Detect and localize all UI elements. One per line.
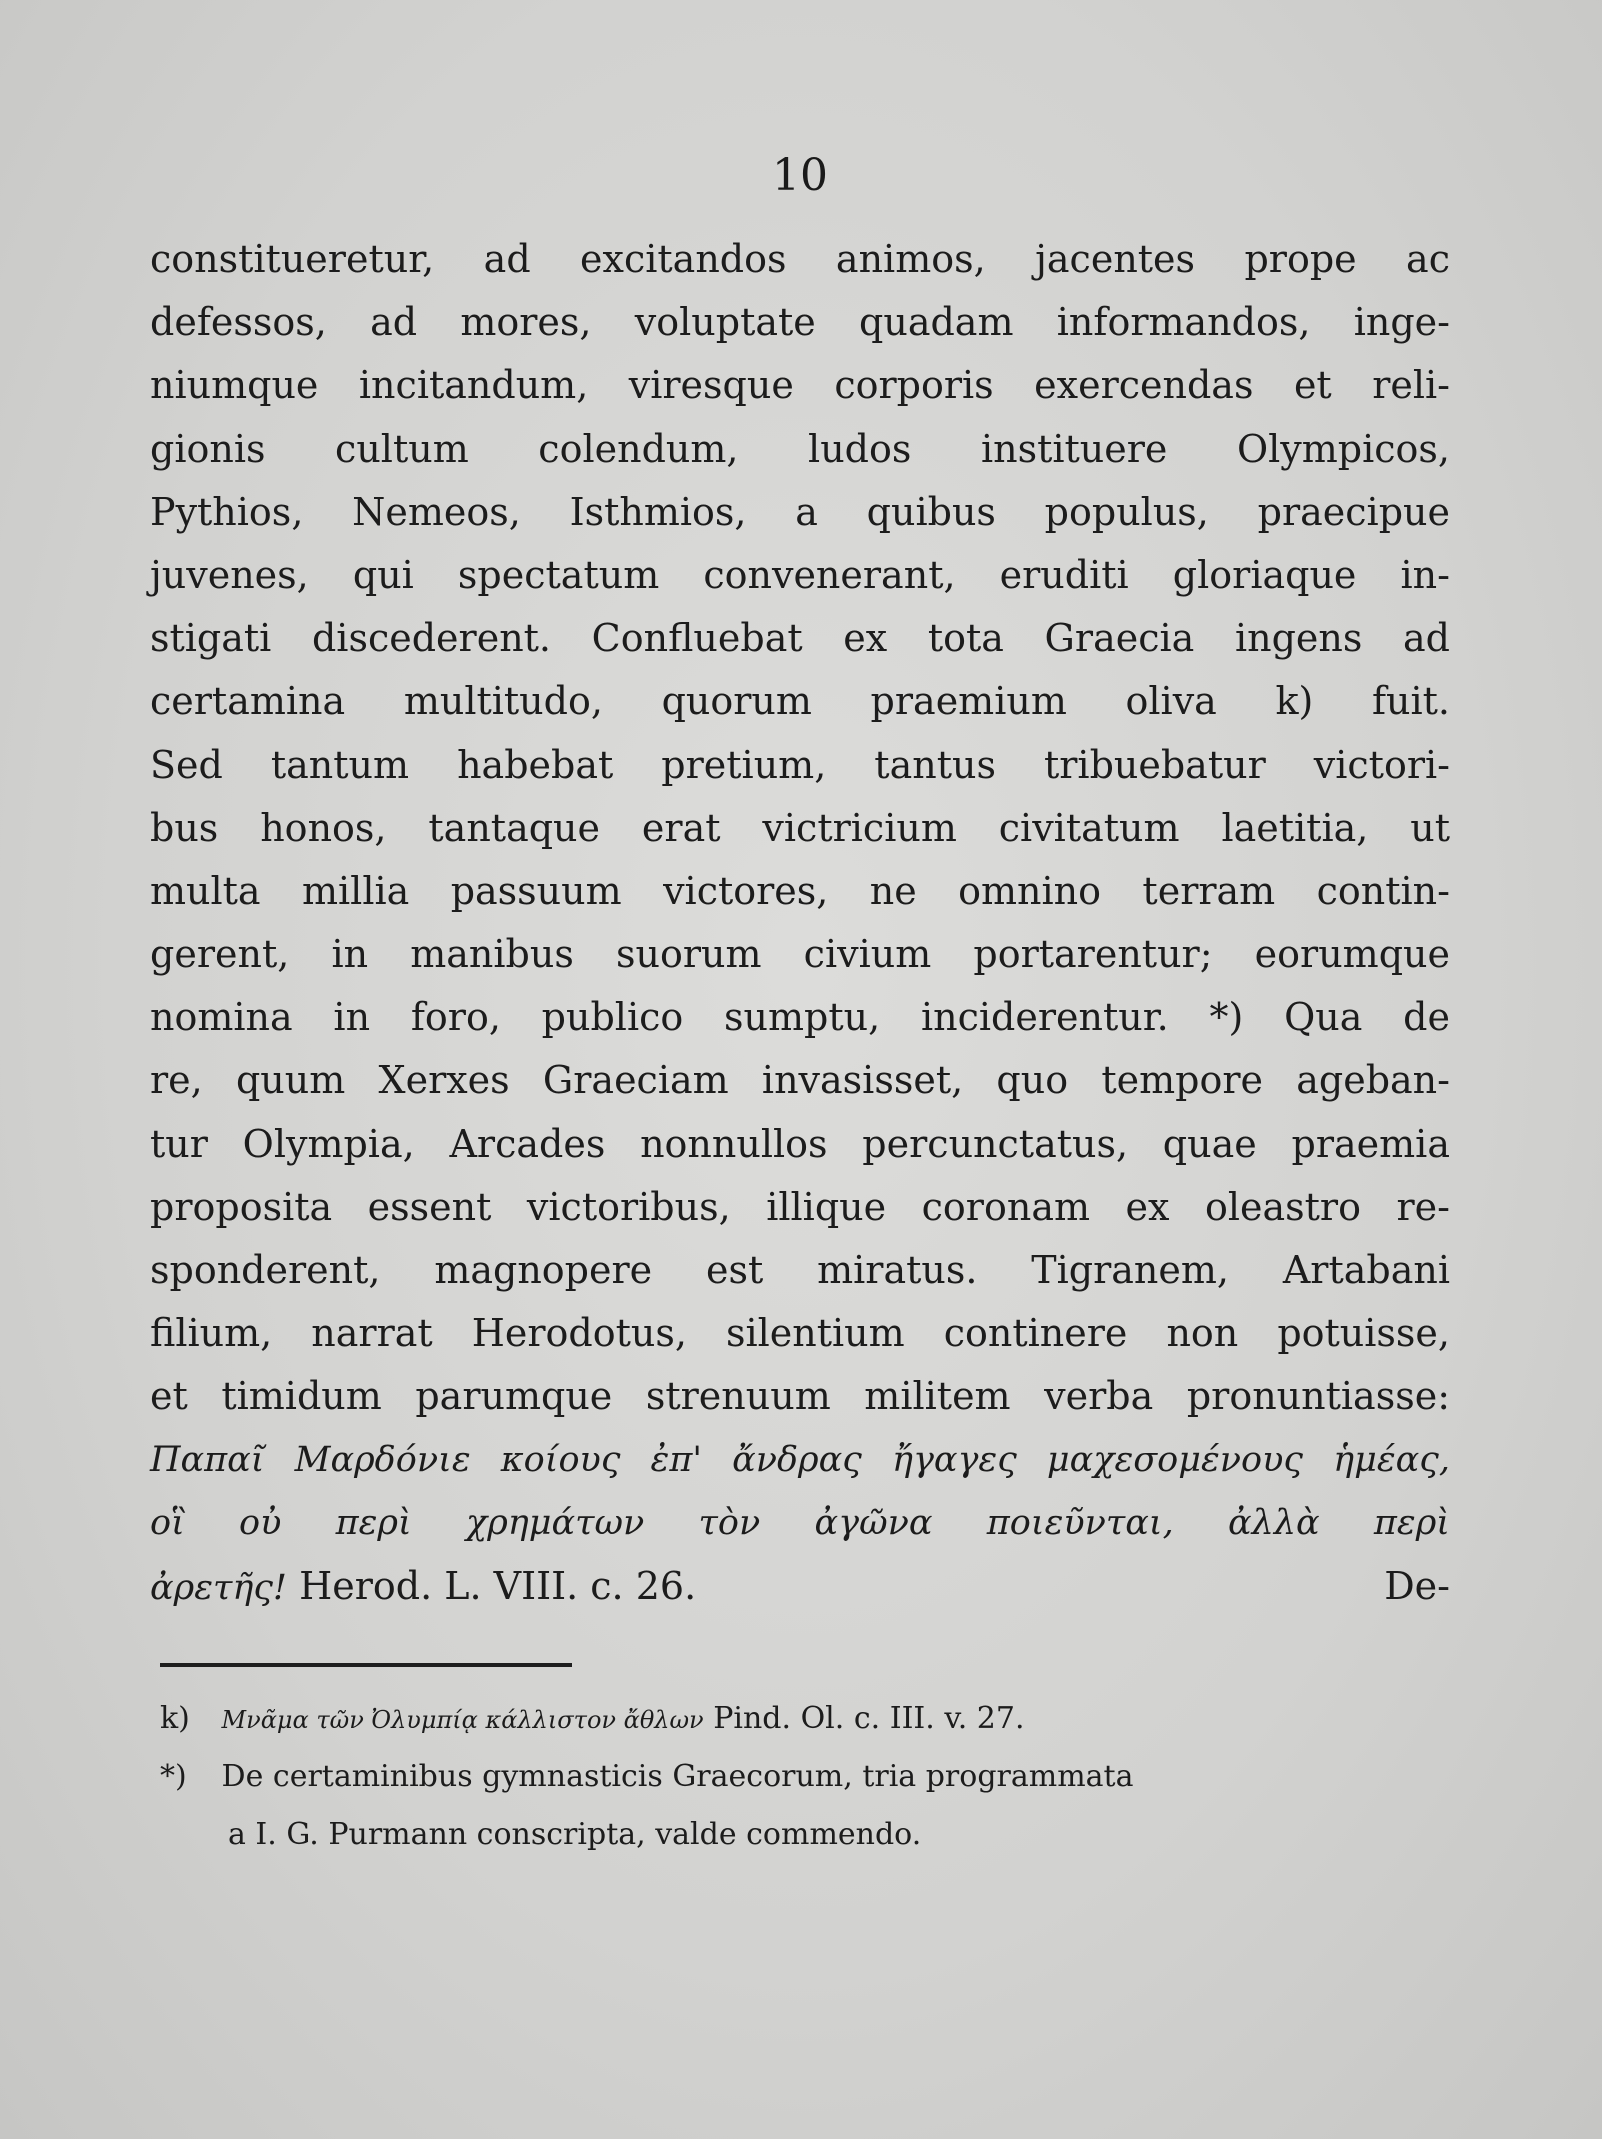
greek-quote-line: οἳ οὐ περὶ χρημάτων τὸν ἀγῶνα ποιεῦνται, ἀλλὰ περὶ bbox=[150, 1502, 1450, 1543]
text-line: re, quum Xerxes Graeciam invasisset, quo tempore ageban- bbox=[150, 1058, 1450, 1103]
text-line: gionis cultum colendum, ludos instituere Olympicos, bbox=[150, 426, 1450, 471]
footnote-k bbox=[160, 1690, 1440, 1748]
text-line: defessos, ad mores, voluptate quadam informandos, inge- bbox=[150, 300, 1450, 345]
text-line: filium, narrat Herodotus, silentium continere non potuisse, bbox=[150, 1311, 1450, 1356]
page-number: 10 bbox=[772, 150, 828, 201]
footnote-star-continued: a I. G. Purmann conscripta, valde commendo. bbox=[228, 1817, 922, 1852]
text-line: Pythios, Nemeos, Isthmios, a quibus populus, praecipue bbox=[150, 489, 1450, 534]
herodotus-citation: Herod. L. VIII. c. 26. bbox=[299, 1563, 697, 1608]
greek-quote-end: ἀρετῆς! bbox=[150, 1567, 287, 1608]
catchword: De- bbox=[1384, 1563, 1450, 1608]
text-line: stigati discederent. Confluebat ex tota Graecia ingens ad bbox=[150, 616, 1450, 661]
greek-quote-line: Παπαῖ Μαρδόνιε κοίους ἐπ' ἄνδρας ἤγαγες μαχεσομένους ἡμέας, bbox=[150, 1439, 1450, 1480]
quote-citation-line bbox=[150, 1555, 1450, 1618]
text-line: juvenes, qui spectatum convenerant, eruditi gloriaque in- bbox=[150, 552, 1450, 597]
footnote-star bbox=[160, 1748, 1440, 1806]
body-text bbox=[150, 228, 1450, 1618]
footnote-rule bbox=[160, 1663, 572, 1667]
text-line: et timidum parumque strenuum militem verba pronuntiasse: bbox=[150, 1374, 1450, 1419]
footnote-citation: Pind. Ol. c. III. v. 27. bbox=[713, 1701, 1025, 1736]
text-line: gerent, in manibus suorum civium portarentur; eorumque bbox=[150, 932, 1450, 977]
text-line: certamina multitudo, quorum praemium oliva k) fuit. bbox=[150, 679, 1450, 724]
text-line: multa millia passuum victores, ne omnino terram contin- bbox=[150, 868, 1450, 913]
text-line: proposita essent victoribus, illique coronam ex oleastro re- bbox=[150, 1184, 1450, 1229]
text-line: tur Olympia, Arcades nonnullos percunctatus, quae praemia bbox=[150, 1121, 1450, 1166]
footnote-greek: Μνᾶμα τῶν Ὀλυμπίᾳ κάλλιστον ἄθλων bbox=[221, 1706, 704, 1734]
footnote-mark: *) bbox=[160, 1759, 187, 1794]
footnote-text: De certaminibus gymnasticis Graecorum, tria programmata bbox=[221, 1759, 1134, 1794]
text-line: nomina in foro, publico sumptu, inciderentur. *) Qua de bbox=[150, 995, 1450, 1040]
text-line: sponderent, magnopere est miratus. Tigranem, Artabani bbox=[150, 1248, 1450, 1292]
text-line: Sed tantum habebat pretium, tantus tribuebatur victori- bbox=[150, 742, 1450, 787]
text-line: constitueretur, ad excitandos animos, jacentes prope ac bbox=[150, 237, 1450, 281]
text-line: bus honos, tantaque erat victricium civitatum laetitia, ut bbox=[150, 805, 1450, 850]
footnote-mark: k) bbox=[160, 1701, 190, 1736]
text-line: niumque incitandum, viresque corporis exercendas et reli- bbox=[150, 363, 1450, 408]
footnotes bbox=[160, 1690, 1440, 1864]
